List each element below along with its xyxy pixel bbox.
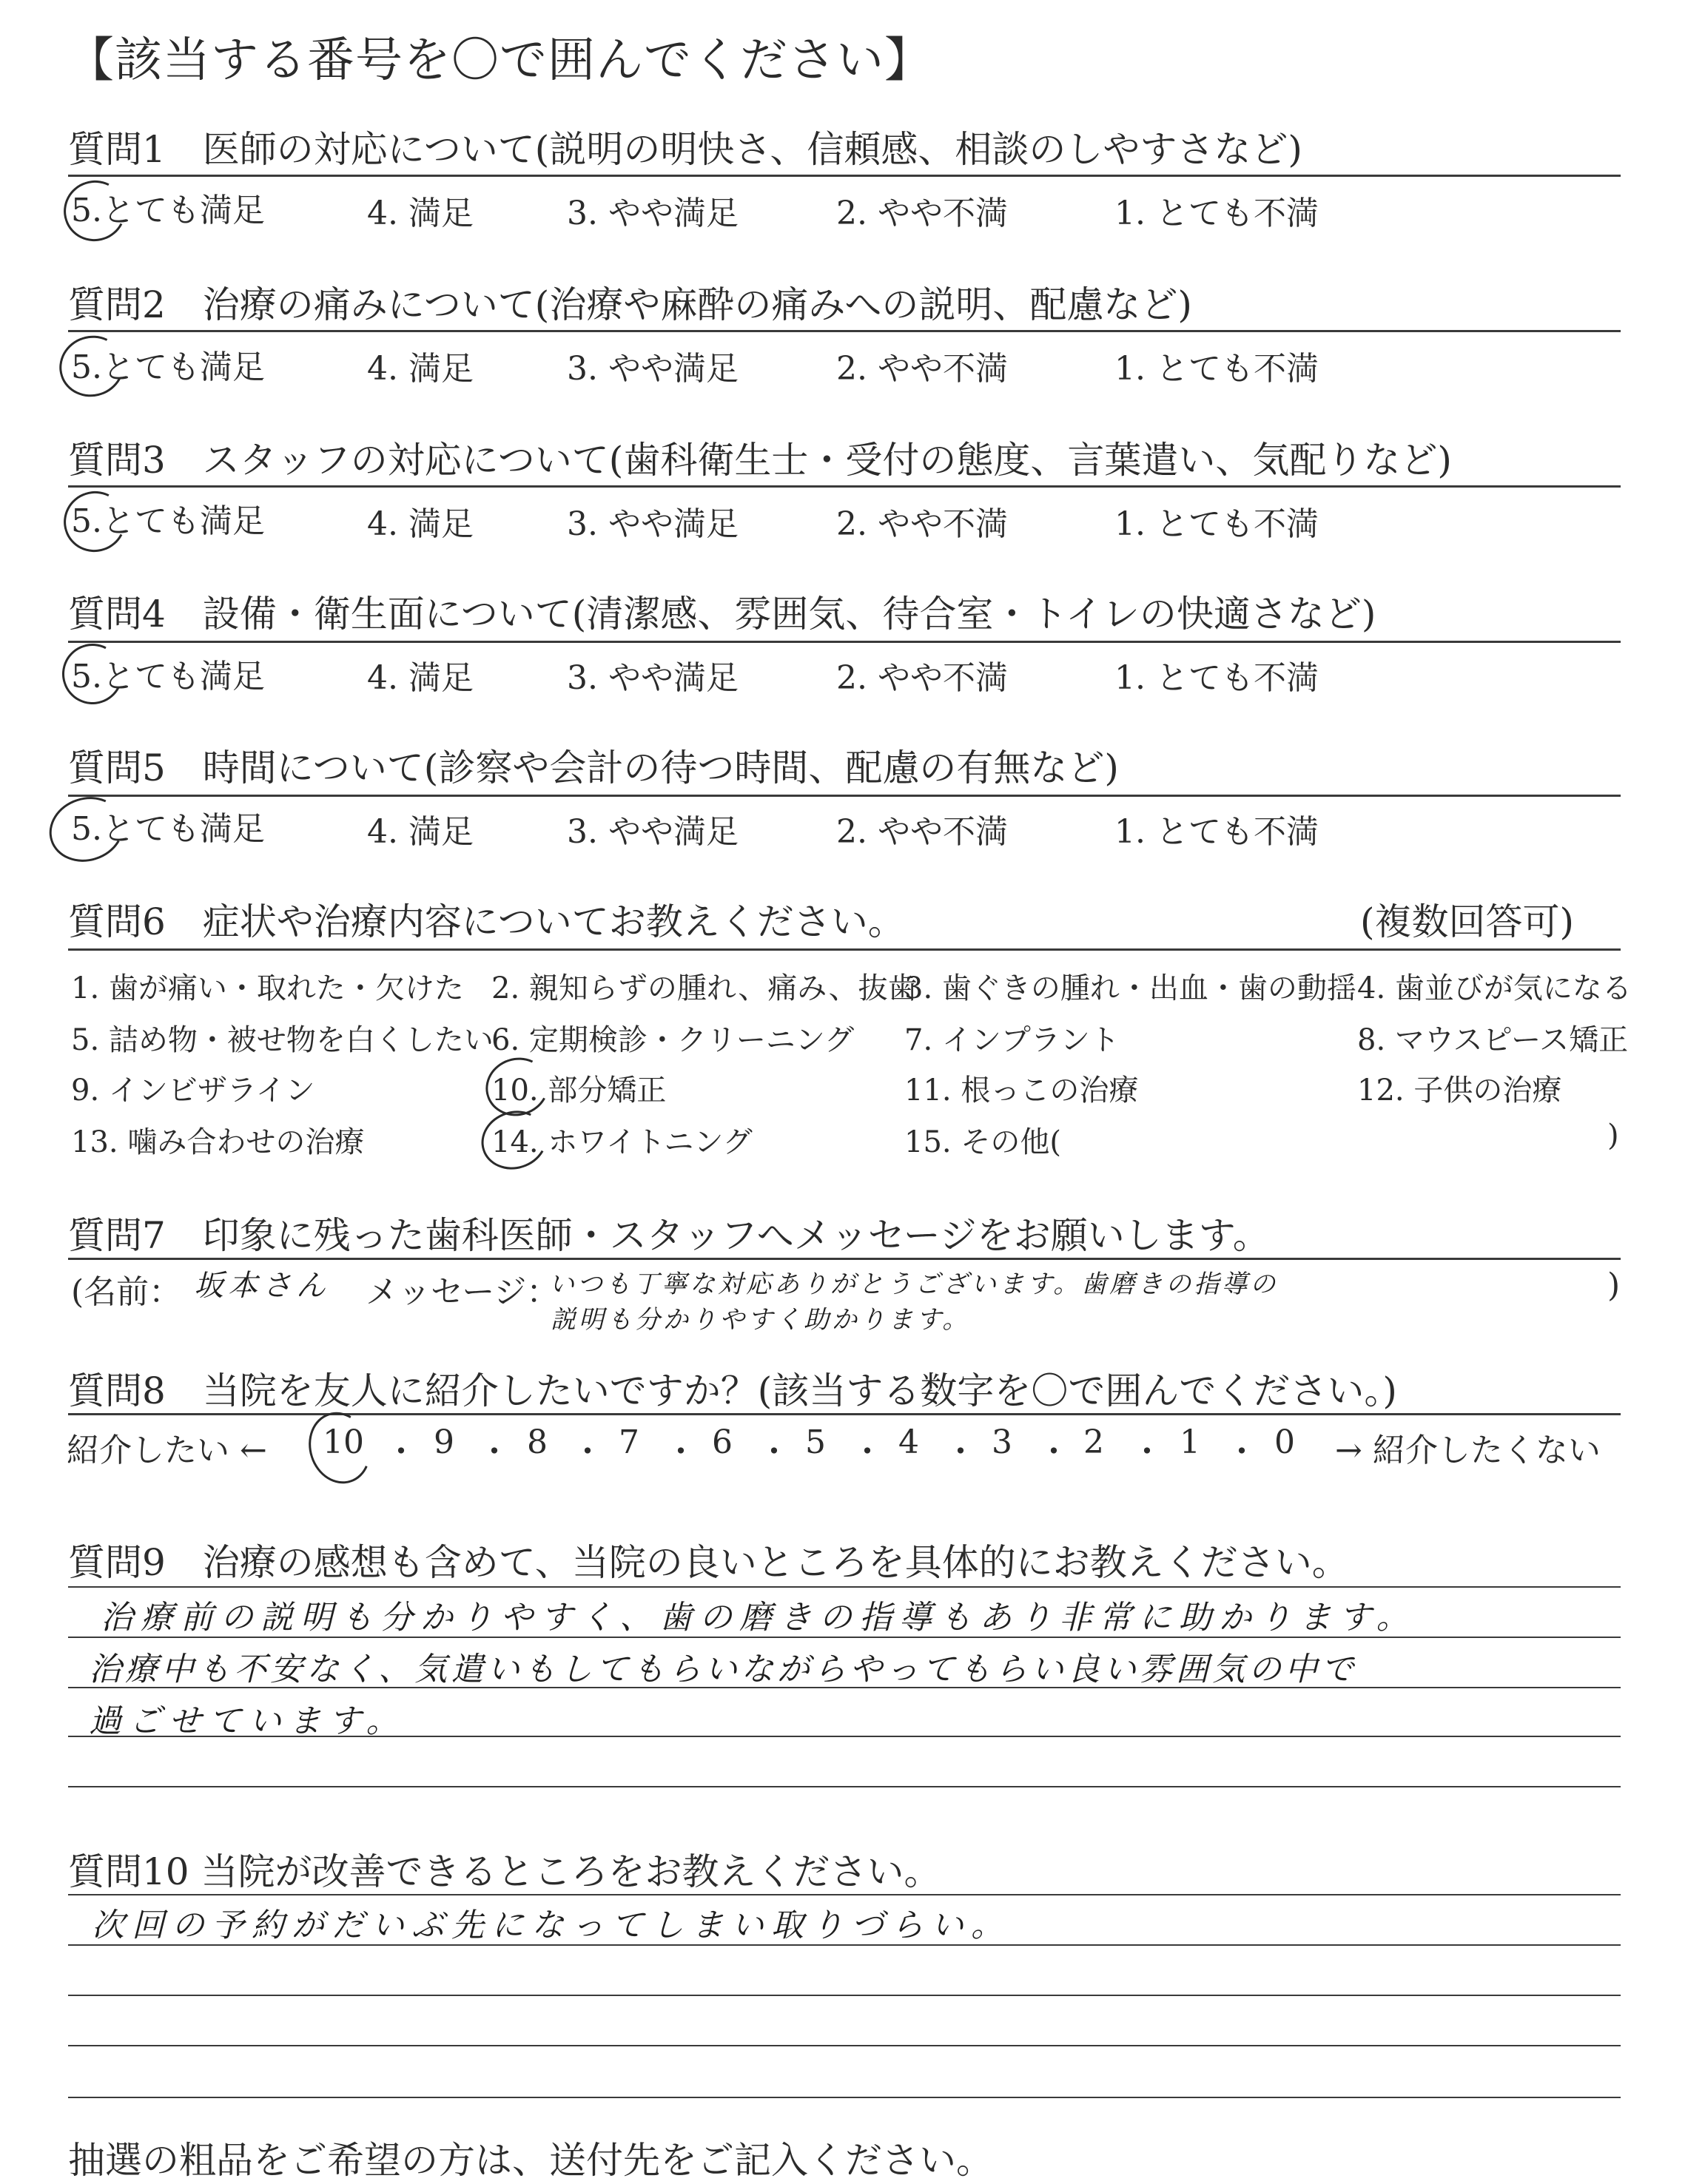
- q6-item-1[interactable]: 1. 歯が痛い・取れた・欠けた: [71, 971, 464, 1005]
- question-9-title: 質問9 治療の感想も含めて、当院の良いところを具体的にお教えください。: [68, 1541, 1349, 1584]
- q6-item-14[interactable]: 14. ホワイトニング: [491, 1125, 753, 1159]
- q1-option-5[interactable]: 5.とても満足: [71, 192, 265, 229]
- question-3-title: 質問3 スタッフの対応について(歯科衛生士・受付の態度、言葉遣い、気配りなど): [68, 439, 1452, 482]
- q8-scale-6[interactable]: 6: [712, 1423, 733, 1461]
- q5-option-4[interactable]: 4. 満足: [367, 813, 474, 851]
- q6-item-13[interactable]: 13. 噛み合わせの治療: [71, 1125, 365, 1159]
- q8-scale-3[interactable]: 3: [992, 1423, 1012, 1461]
- survey-page: 【該当する番号を〇で囲んでください】 質問1 医師の対応について(説明の明快さ、信頼感、相談のしやすさなど) 5.とても満足 4. 満足 3. やや満足 2. やや不満 1. とても不満 質問2 治療の痛みについて(治療や麻酔の痛みへの説明、配慮など) 5.とても満足 4. 満足 3. やや満足 2. やや不満 1. とても不満 質問3 スタッフの対応について(歯科衛生士・受付の態度、言葉遣い、気配りなど) 5.とても満足 4. 満足 3. やや満足 2. やや不満 1. とても不満 質問4 設備・衛生面について(清潔感、雰囲気、待合室・トイレの快適さなど) 5.とても満足 4. 満足 3. やや満足 2. やや不満 1. とても不満 質問5 時間について(診察や会計の待つ時間、配慮の有無など) 5.とても満足 4. 満足 3. やや満足 2. やや不満 1. とても不満 質問6 症状や治療内容についてお教えください。 (複数回答可) 1. 歯が痛い・取れた・欠けた 2. 親知らずの腫れ、痛み、抜歯 3. 歯ぐきの腫れ・出血・歯の動揺 4. 歯並びが気になる 5. 詰め物・被せ物を白くしたい 6. 定期検診・クリーニング 7. インプラント 8. マウスピース矯正 9. インビザライン 10. 部分矯正 11. 根っこの治療 12. 子供の治療 13. 噛み合わせの治療 14. ホワイトニング 15. その他( ) 質問7 印象に残った歯科医師・スタッフへメッセージをお願いします。 (名前： 坂本さん メッセージ： いつも丁寧な対応ありがとうございます。歯磨きの指導の 説明も分かりやすく助かります。 ) 質問8 当院を友人に紹介したいですか？(該当する数字を〇で囲んでください。) 紹介したい ← 10 9 8 7 6 5 4 3 2 1 0 ・ ・ ・ ・ ・ ・ ・ ・ ・ ・ → 紹介したくない 質問9 治療の感想も含めて、当院の良いところを具体的にお教えください。 治療前の説明も分かりやすく、歯の磨きの指導もあり非常に助かります。 治療中も不安なく、気遣いもしてもらいながらやってもらい良い雰囲気の中で 過ごせています。 質問10 当院が改善できるところをお教えください。 次回の予約がだいぶ先になってしまい取りづらい。 抽選の粗品をご希望の方は、送付先をご記入ください。: [0, 0, 1705, 2155]
- q8-scale-5[interactable]: 5: [805, 1423, 826, 1461]
- selection-circle: [41, 787, 132, 871]
- q8-scale-1[interactable]: 1: [1180, 1423, 1200, 1461]
- footer-note: 抽選の粗品をご希望の方は、送付先をご記入ください。: [68, 2139, 993, 2182]
- question-6-note: (複数回答可): [1360, 900, 1575, 943]
- q4-option-1[interactable]: 1. とても不満: [1114, 659, 1319, 697]
- q3-option-2[interactable]: 2. やや不満: [836, 505, 1008, 543]
- q6-item-11[interactable]: 11. 根っこの治療: [904, 1074, 1139, 1108]
- question-1-title: 質問1 医師の対応について(説明の明快さ、信頼感、相談のしやすさなど): [68, 128, 1302, 171]
- q6-item-8[interactable]: 8. マウスピース矯正: [1357, 1023, 1629, 1057]
- q4-option-5[interactable]: 5.とても満足: [71, 658, 265, 695]
- q6-item-3[interactable]: 3. 歯ぐきの腫れ・出血・歯の動揺: [904, 971, 1356, 1005]
- divider: [68, 948, 1621, 951]
- question-7-title: 質問7 印象に残った歯科医師・スタッフへメッセージをお願いします。: [68, 1214, 1270, 1257]
- q2-option-4[interactable]: 4. 満足: [367, 350, 474, 388]
- q6-item-9[interactable]: 9. インビザライン: [71, 1074, 315, 1108]
- divider: [68, 485, 1621, 488]
- q8-left-label: 紹介したい ←: [67, 1432, 267, 1469]
- q1-option-2[interactable]: 2. やや不満: [836, 195, 1008, 232]
- q3-option-4[interactable]: 4. 満足: [367, 505, 474, 543]
- selection-circle: [51, 327, 132, 405]
- q6-item-5[interactable]: 5. 詰め物・被せ物を白くしたい: [71, 1023, 494, 1057]
- divider: [68, 330, 1621, 332]
- question-10-title: 質問10 当院が改善できるところをお教えください。: [68, 1850, 941, 1893]
- q7-close-paren: ): [1607, 1267, 1621, 1304]
- q6-other-close-paren: ): [1607, 1119, 1619, 1153]
- answer-line: [68, 2045, 1621, 2046]
- divider: [68, 1258, 1621, 1260]
- page-header: 【該当する番号を〇で囲んでください】: [67, 33, 932, 88]
- q8-scale-9[interactable]: 9: [434, 1423, 454, 1461]
- q1-option-3[interactable]: 3. やや満足: [567, 195, 739, 232]
- answer-line: [68, 1586, 1621, 1588]
- divider: [68, 795, 1621, 797]
- q4-option-3[interactable]: 3. やや満足: [567, 659, 739, 697]
- question-5-title: 質問5 時間について(診察や会計の待つ時間、配慮の有無など): [68, 746, 1119, 789]
- q8-scale-4[interactable]: 4: [898, 1423, 919, 1461]
- q6-item-4[interactable]: 4. 歯並びが気になる: [1357, 971, 1632, 1005]
- q7-name-value[interactable]: 坂本さん: [194, 1269, 330, 1303]
- q7-message-line-2[interactable]: 説明も分かりやすく助かります。: [551, 1305, 971, 1335]
- q5-option-2[interactable]: 2. やや不満: [836, 813, 1008, 851]
- selection-circle: [54, 636, 130, 712]
- q3-option-5[interactable]: 5.とても満足: [71, 502, 265, 540]
- q6-item-15[interactable]: 15. その他(: [904, 1125, 1061, 1159]
- q5-option-5[interactable]: 5.とても満足: [71, 810, 265, 848]
- selection-circle: [300, 1404, 380, 1492]
- answer-line: [68, 2097, 1621, 2098]
- q7-message-label: メッセージ：: [366, 1273, 559, 1311]
- q8-scale-2[interactable]: 2: [1083, 1423, 1104, 1461]
- q6-item-2[interactable]: 2. 親知らずの腫れ、痛み、抜歯: [491, 971, 918, 1005]
- q6-item-6[interactable]: 6. 定期検診・クリーニング: [491, 1023, 855, 1057]
- answer-line: [68, 1995, 1621, 1996]
- question-4-title: 質問4 設備・衛生面について(清潔感、雰囲気、待合室・トイレの快適さなど): [68, 593, 1376, 636]
- q8-right-label: → 紹介したくない: [1335, 1432, 1601, 1469]
- q4-option-2[interactable]: 2. やや不満: [836, 659, 1008, 697]
- q7-message-line-1[interactable]: いつも丁寧な対応ありがとうございます。歯磨きの指導の: [549, 1270, 1279, 1299]
- q1-option-4[interactable]: 4. 満足: [367, 195, 474, 232]
- q10-answer-line-1[interactable]: 次回の予約がだいぶ先になってしまい取りづらい。: [92, 1907, 1011, 1944]
- q6-item-12[interactable]: 12. 子供の治療: [1357, 1074, 1562, 1108]
- q2-option-1[interactable]: 1. とても不満: [1114, 350, 1319, 388]
- question-2-title: 質問2 治療の痛みについて(治療や麻酔の痛みへの説明、配慮など): [68, 283, 1192, 326]
- answer-line: [68, 1894, 1621, 1895]
- q3-option-3[interactable]: 3. やや満足: [567, 505, 739, 543]
- q9-answer-line-1[interactable]: 治療前の説明も分かりやすく、歯の磨きの指導もあり非常に助かります。: [101, 1599, 1416, 1637]
- q8-scale-0[interactable]: 0: [1274, 1423, 1295, 1461]
- q5-option-1[interactable]: 1. とても不満: [1114, 813, 1319, 851]
- divider: [68, 175, 1621, 177]
- selection-circle: [474, 1102, 555, 1178]
- q8-scale-8[interactable]: 8: [527, 1423, 548, 1461]
- q7-name-label: (名前：: [71, 1273, 182, 1311]
- q2-option-3[interactable]: 3. やや満足: [567, 350, 739, 388]
- q5-option-3[interactable]: 3. やや満足: [567, 813, 739, 851]
- q8-scale-7[interactable]: 7: [619, 1423, 639, 1461]
- q1-option-1[interactable]: 1. とても不満: [1114, 195, 1319, 232]
- question-8-title: 質問8 当院を友人に紹介したいですか？(該当する数字を〇で囲んでください。): [68, 1369, 1397, 1412]
- divider: [68, 1413, 1621, 1415]
- q6-item-7[interactable]: 7. インプラント: [904, 1023, 1120, 1057]
- q9-answer-line-2[interactable]: 治療中も不安なく、気遣いもしてもらいながらやってもらい良い雰囲気の中で: [89, 1651, 1358, 1688]
- q6-item-10[interactable]: 10. 部分矯正: [491, 1074, 667, 1108]
- answer-line: [68, 1786, 1621, 1787]
- q8-scale-10[interactable]: 10: [323, 1423, 364, 1461]
- q3-option-1[interactable]: 1. とても不満: [1114, 505, 1319, 543]
- divider: [68, 641, 1621, 643]
- q4-option-4[interactable]: 4. 満足: [367, 659, 474, 697]
- q2-option-5[interactable]: 5.とても満足: [71, 348, 265, 386]
- q2-option-2[interactable]: 2. やや不満: [836, 350, 1008, 388]
- question-6-title: 質問6 症状や治療内容についてお教えください。: [68, 900, 905, 943]
- q9-answer-line-3[interactable]: 過ごせています。: [89, 1702, 406, 1740]
